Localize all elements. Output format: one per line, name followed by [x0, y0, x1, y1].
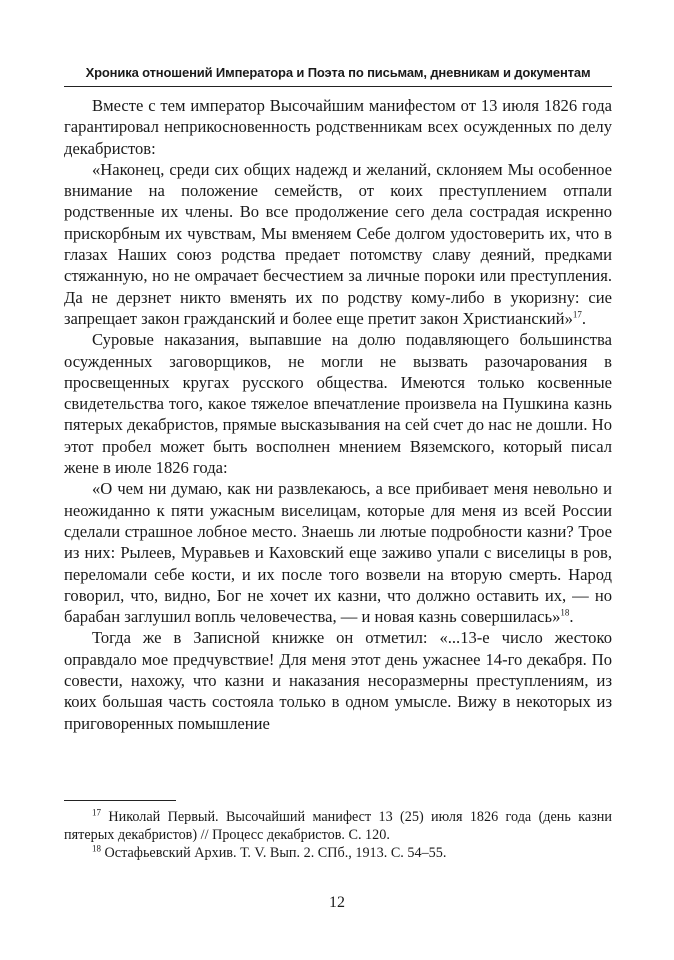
running-header-title: Хроника отношений Императора и Поэта по письмам, дневникам и документам: [85, 65, 591, 80]
footnote-rule: [64, 800, 176, 801]
paragraph-text: «Наконец, среди сих общих надежд и желаний, склоняем Мы особенное внимание на положение семейств, от коих преступлением отпали родственные их члены. Во все продолжение сего дела сострадая искренно прискорбным их чувствам, Мы вменяем Себе долгом удостоверить их, что в глазах Наших союз родства предает потомству славу деяний, предками стяжанную, но не омрачает бесчестием за личные пороки или преступления. Да не дерзнет никто вменять их по родству кому-либо в укоризну: сие запрещает закон гражданский и более еще претит закон Христианский»: [64, 159, 612, 328]
footnote: [64, 808, 612, 844]
running-header: [64, 64, 612, 82]
paragraph: «О чем ни думаю, как ни развлекаюсь, а все прибивает меня невольно и неожиданно к пяти ужасным виселицам, которые для меня из всей России сделали страшное лобное место. Знаешь ли лютые подробности казни? Трое из них: Рылеев, Муравьев и Каховский еще заживо упали с виселицы в ров, переломали себе кости, и их после того возвели на вторую смерть. Народ говорил, что, видно, Бог не хочет их казни, что должно оставить их, — но барабан заглушил вопль человечества, — и новая казнь совершилась»$^{18}$.: [64, 479, 612, 627]
footnote-text: Николай Первый. Высочайший манифест 13 (25) июля 1826 года (день казни пятерых декабристов) // Процесс декабристов. С. 120.: [64, 809, 612, 844]
page-number: [0, 894, 674, 912]
footnote-reference[interactable]: 18: [560, 607, 570, 618]
paragraph: [64, 627, 612, 733]
footnote-text: Остафьевский Архив. Т. V. Вып. 2. СПб., 1913. С. 54–55.: [101, 845, 447, 862]
paragraph-text: Тогда же в Записной книжке он отметил: «...13-е число жестоко оправдало мое предчувствие! Для меня этот день ужаснее 14-го декабря. По совести, нахожу, что казни и наказания несоразмерны преступлениям, из коих большая часть состояла только в одном умысле. Вижу в некоторых из приговоренных помышление: [64, 628, 612, 733]
body-text: [64, 95, 612, 734]
footnote-mark: 18: [92, 843, 101, 854]
footnote: [64, 844, 612, 862]
paragraph: «Наконец, среди сих общих надежд и желаний, склоняем Мы особенное внимание на положение семейств, от коих преступлением отпали родственные их члены. Во все продолжение сего дела сострадая искренно прискорбным их чувствам, Мы вменяем Себе долгом удостоверить их, что в глазах Наших союз родства предает потомству славу деяний, предками стяжанную, но не омрачает бесчестием за личные пороки или преступления. Да не дерзнет никто вменять их по родству кому-либо в укоризну: сие запрещает закон гражданский и более еще претит закон Христианский»$^{17}$.: [64, 159, 612, 328]
paragraph-text: Суровые наказания, выпавшие на долю подавляющего большинства осужденных заговорщиков, не могли не вызвать разочарования в просвещенных кругах русского общества. Имеются только косвенные свидетельства того, какое тяжелое впечатление произвела на Пушкина казнь пятерых декабристов, прямые высказывания на сей счет до нас не дошли. Но этот пробел может быть восполнен мнением Вяземского, который писал жене в июле 1826 года:: [64, 330, 612, 478]
page-number-value: 12: [329, 894, 345, 911]
footnotes: [64, 808, 612, 863]
paragraph-text: «О чем ни думаю, как ни развлекаюсь, а все прибивает меня невольно и неожиданно к пяти ужасным виселицам, которые для меня из всей России сделали страшное лобное место. Знаешь ли лютые подробности казни? Трое из них: Рылеев, Муравьев и Каховский еще заживо упали с виселицы в ров, переломали себе кости, и их после того возвели на вторую смерть. Народ говорил, что, видно, Бог не хочет их казни, что должно оставить их, — но барабан заглушил вопль человечества, — и новая казнь совершилась»: [64, 479, 612, 627]
paragraph: [64, 329, 612, 478]
footnote-reference[interactable]: 17: [572, 309, 582, 320]
header-rule: [64, 86, 612, 87]
paragraph: [64, 95, 612, 159]
footnote-mark: 17: [92, 807, 101, 818]
paragraph-text: Вместе с тем император Высочайшим манифестом от 13 июля 1826 года гарантировал неприкосновенность родственникам всех осужденных по делу декабристов:: [64, 96, 612, 158]
